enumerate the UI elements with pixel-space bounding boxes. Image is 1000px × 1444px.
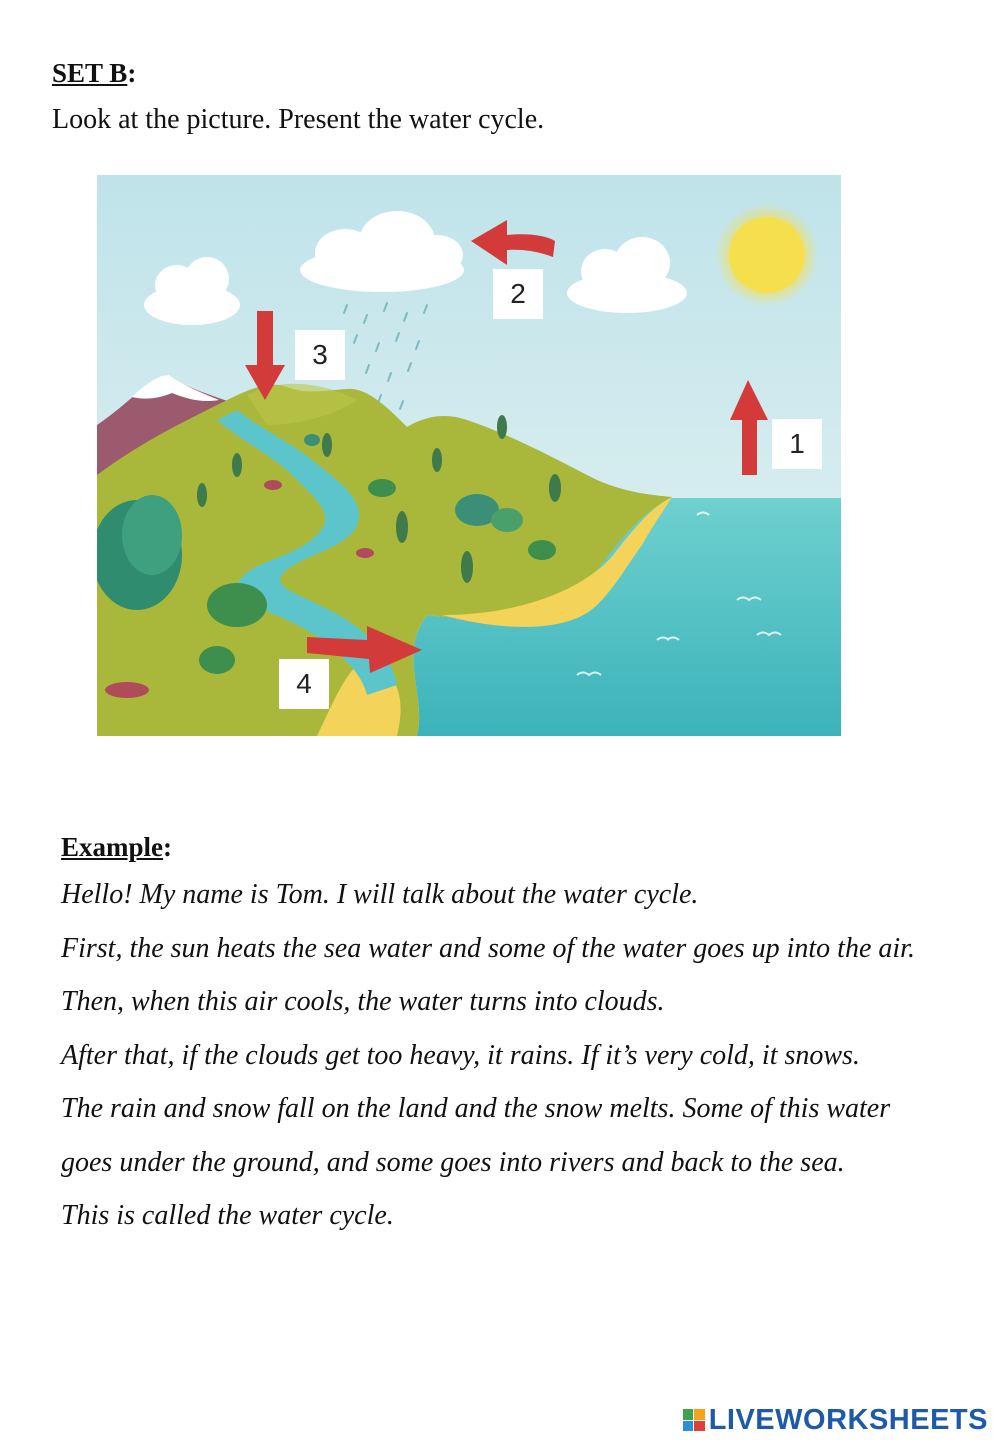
set-label: SET B <box>52 58 128 88</box>
water-cycle-illustration <box>97 175 841 736</box>
water-cycle-picture <box>97 175 841 736</box>
label-2: 2 <box>493 269 543 319</box>
set-colon: : <box>127 58 137 88</box>
label-4: 4 <box>279 659 329 709</box>
label-1: 1 <box>772 419 822 469</box>
liveworksheets-logo-icon <box>683 1409 705 1431</box>
instruction-text: Look at the picture. Present the water cycle. <box>52 104 545 135</box>
example-colon: : <box>163 832 173 862</box>
example-label: Example <box>61 832 164 862</box>
example-line: After that, if the clouds get too heavy, it rains. If it’s very cold, it snows. <box>61 1039 860 1071</box>
example-line: This is called the water cycle. <box>61 1200 394 1231</box>
example-heading <box>61 832 172 863</box>
liveworksheets-brand <box>683 1402 988 1438</box>
label-3: 3 <box>295 330 345 380</box>
example-line: First, the sun heats the sea water and some of the water goes up into the air. <box>61 932 915 964</box>
example-line: The rain and snow fall on the land and the snow melts. Some of this water goes under the ground, and some goes into rivers and back to the sea. <box>61 1093 891 1178</box>
sun <box>729 217 805 293</box>
brand-name: LIVEWORKSHEETS <box>708 1403 988 1436</box>
example-line: Hello! My name is Tom. I will talk about the water cycle. <box>61 879 699 910</box>
example-text <box>61 868 941 1243</box>
example-line: Then, when this air cools, the water turns into clouds. <box>61 986 665 1017</box>
set-title <box>52 58 136 89</box>
